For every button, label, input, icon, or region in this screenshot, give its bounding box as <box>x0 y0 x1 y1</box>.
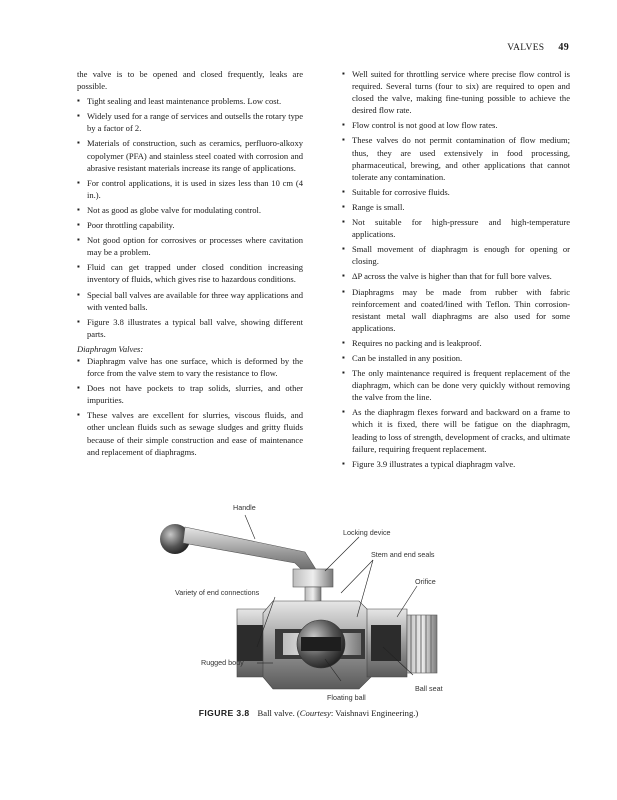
list-item: ▪ The only maintenance required is frequent replacement of the diaphragm, which can be done very quickly without removing the valve from the line. <box>342 367 570 403</box>
list-item: ▪ Figure 3.8 illustrates a typical ball valve, showing different parts. <box>77 316 303 340</box>
list-item: ▪ Diaphragms may be made from rubber with fabric reinforcement and coated/lined with Teflon. Thin corrosion-resistant metal wall diaphragms are also used for some applications. <box>342 286 570 334</box>
ball-valve-figure <box>145 497 485 705</box>
list-item: ▪ These valves are excellent for slurries, viscous fluids, and other unclean fluids such as sewage sludges and gritty fluids because of their simple construction and ease of maintenance and replacement of diaphragms. <box>77 409 303 457</box>
list-item: ▪ ΔP across the valve is higher than that for full bore valves. <box>342 270 570 282</box>
section-subheading: Diaphragm Valves: <box>77 343 144 354</box>
list-item: ▪ Well suited for throttling service where precise flow control is required. Several turns (four to six) are required to open and closed the valve, making fine-tuning possible to achieve the desired flow rate. <box>342 68 570 116</box>
figure-caption <box>0 708 617 718</box>
right-column <box>342 68 570 473</box>
left-column <box>77 68 303 461</box>
list-item: ▪ These valves do not permit contamination of flow medium; thus, they are used extensively in food processing, pharmaceutical, brewing, and other applications that cannot tolerate any contamination. <box>342 134 570 182</box>
diaphragm-valve-list-continued <box>342 68 570 470</box>
list-item: ▪ Not as good as globe valve for modulating control. <box>77 204 303 216</box>
caption-source: : Vaishnavi Engineering.) <box>330 708 419 718</box>
list-item: ▪ As the diaphragm flexes forward and backward on a frame to which it is fixed, there will be fatigue on the diaphragm, leading to loss of strength, development of cracks, and ultimate failure, requiring frequent replacement. <box>342 406 570 454</box>
figure-number: FIGURE 3.8 <box>198 708 250 718</box>
continuation-text: the valve is to be opened and closed frequently, leaks are possible. <box>77 69 303 92</box>
list-item: ▪ Range is small. <box>342 201 570 213</box>
label-handle: Handle <box>233 503 256 512</box>
label-rugged-body: Rugged body <box>201 658 244 667</box>
label-stem-seals: Stem and end seals <box>371 550 435 559</box>
list-item: ▪ Not good option for corrosives or processes where cavitation may be a problem. <box>77 234 303 258</box>
locking-device <box>293 569 333 587</box>
list-item: ▪ Diaphragm valve has one surface, which is deformed by the force from the valve stem to vary the resistance to flow. <box>77 355 303 379</box>
list-item: ▪ For control applications, it is used in sizes less than 10 cm (4 in.). <box>77 177 303 201</box>
list-item: ▪ Flow control is not good at low flow rates. <box>342 119 570 131</box>
label-end-connections: Variety of end connections <box>175 588 260 597</box>
label-floating-ball: Floating ball <box>327 693 366 702</box>
caption-text: Ball valve. ( <box>257 708 300 718</box>
list-item: ▪ Does not have pockets to trap solids, slurries, and other impurities. <box>77 382 303 406</box>
diaphragm-valve-list <box>77 355 303 458</box>
list-item: ▪ Not suitable for high-pressure and high-temperature applications. <box>342 216 570 240</box>
list-item: ▪ Materials of construction, such as ceramics, perfluoro-alkoxy copolymer (PFA) and stainless steel coated with corrosion and abrasive resistant materials increase its range of applications. <box>77 137 303 173</box>
page-number: 49 <box>558 42 569 53</box>
list-item: ▪ Small movement of diaphragm is enough for opening or closing. <box>342 243 570 267</box>
ball-valve-list <box>77 95 303 340</box>
list-item: ▪ Widely used for a range of services and outsells the rotary type by a factor of 2. <box>77 110 303 134</box>
list-item: ▪ Fluid can get trapped under closed condition increasing inventory of fluids, which gives rise to hazardous conditions. <box>77 261 303 285</box>
label-locking-device: Locking device <box>343 528 391 537</box>
list-item: ▪ Requires no packing and is leakproof. <box>342 337 570 349</box>
label-orifice: Orifice <box>415 577 436 586</box>
caption-courtesy: Courtesy <box>299 708 331 718</box>
list-item: ▪ Can be installed in any position. <box>342 352 570 364</box>
list-item: ▪ Figure 3.9 illustrates a typical diaphragm valve. <box>342 458 570 470</box>
running-header <box>507 42 569 53</box>
label-ball-seat: Ball seat <box>415 684 443 693</box>
running-title: VALVES <box>507 43 545 53</box>
list-item: ▪ Tight sealing and least maintenance problems. Low cost. <box>77 95 303 107</box>
list-item: ▪ Special ball valves are available for three way applications and with vented balls. <box>77 289 303 313</box>
list-item: ▪ Poor throttling capability. <box>77 219 303 231</box>
list-item: ▪ Suitable for corrosive fluids. <box>342 186 570 198</box>
